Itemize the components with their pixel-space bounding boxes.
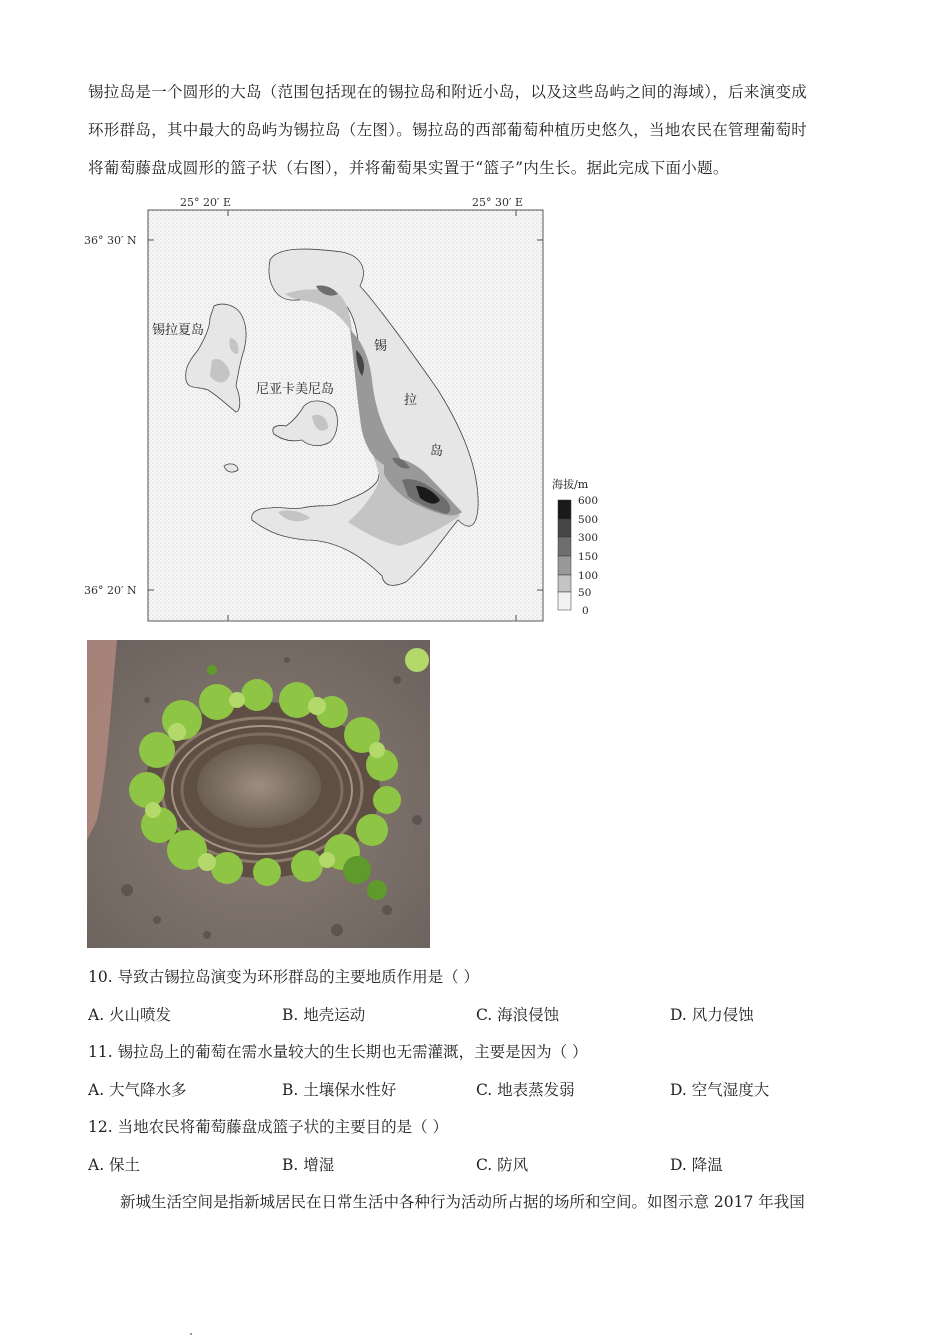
legend-swatch-3 [558, 537, 571, 556]
legend-swatch-5 [558, 575, 571, 592]
question-11-option-b[interactable]: B. 土壤保水性好 [282, 1081, 397, 1099]
legend-tick-300: 300 [578, 532, 599, 544]
legend-swatch-2 [558, 519, 571, 537]
question-12-option-c[interactable]: C. 防风 [476, 1156, 529, 1174]
intro-line-3: 将葡萄藤盘成圆形的篮子状（右图），并将葡萄果实置于“篮子”内生长。据此完成下面小题。 [88, 159, 729, 177]
question-11-option-d[interactable]: D. 空气湿度大 [670, 1081, 770, 1099]
legend-tick-50: 50 [578, 587, 592, 599]
question-10-option-d[interactable]: D. 风力侵蚀 [670, 1006, 754, 1024]
question-11-option-c[interactable]: C. 地表蒸发弱 [476, 1081, 575, 1099]
label-thira-char-2: 拉 [404, 393, 418, 408]
question-10-option-b[interactable]: B. 地壳运动 [282, 1006, 366, 1024]
intro-paragraph [88, 73, 878, 187]
legend-title: 海拔/m [552, 478, 589, 491]
label-thira-char-3: 岛 [430, 444, 444, 459]
legend-swatch-1 [558, 500, 571, 519]
question-12-stem: 12. 当地农民将葡萄藤盘成篮子状的主要目的是（ ） [88, 1118, 449, 1136]
grapevine-basket-photo [87, 640, 430, 948]
question-12-option-b[interactable]: B. 增湿 [282, 1156, 335, 1174]
legend-tick-500: 500 [578, 514, 599, 526]
lat-label-south: 36° 20′ N [84, 584, 137, 597]
elevation-legend [552, 477, 598, 617]
page-mark [190, 1333, 192, 1335]
question-11-option-a[interactable]: A. 大气降水多 [88, 1081, 187, 1099]
question-12-option-a[interactable]: A. 保土 [88, 1156, 141, 1174]
question-10-option-c[interactable]: C. 海浪侵蚀 [476, 1006, 560, 1024]
question-11-stem: 11. 锡拉岛上的葡萄在需水量较大的生长期也无需灌溉，主要是因为（ ） [88, 1043, 588, 1061]
legend-swatch-6 [558, 592, 571, 610]
intro-line-1: 锡拉岛是一个圆形的大岛（范围包括现在的锡拉岛和附近小岛，以及这些岛屿之间的海域），后来演变成 [88, 83, 808, 101]
question-10-option-a[interactable]: A. 火山喷发 [88, 1006, 172, 1024]
santorini-map [80, 190, 620, 630]
label-thira-char-1: 锡 [374, 339, 388, 354]
lat-label-north: 36° 30′ N [84, 234, 137, 247]
label-thirasia: 锡拉夏岛 [152, 323, 205, 338]
legend-swatch-4 [558, 556, 571, 575]
intro-line-2: 环形群岛，其中最大的岛屿为锡拉岛（左图）。锡拉岛的西部葡萄种植历史悠久，当地农民在管理葡萄时 [88, 121, 808, 139]
question-10-stem: 10. 导致古锡拉岛演变为环形群岛的主要地质作用是（ ） [88, 968, 480, 986]
question-12-option-d[interactable]: D. 降温 [670, 1156, 723, 1174]
lon-label-east: 25° 30′ E [472, 196, 524, 209]
legend-tick-100: 100 [578, 570, 599, 582]
label-nea-kameni: 尼亚卡美尼岛 [256, 382, 335, 397]
legend-tick-600: 600 [578, 495, 599, 507]
next-passage-text: 新城生活空间是指新城居民在日常生活中各种行为活动所占据的场所和空间。如图示意 2017 年我国 [120, 1193, 805, 1211]
legend-tick-150: 150 [578, 551, 599, 563]
legend-tick-0: 0 [582, 605, 589, 617]
lon-label-west: 25° 20′ E [180, 196, 232, 209]
